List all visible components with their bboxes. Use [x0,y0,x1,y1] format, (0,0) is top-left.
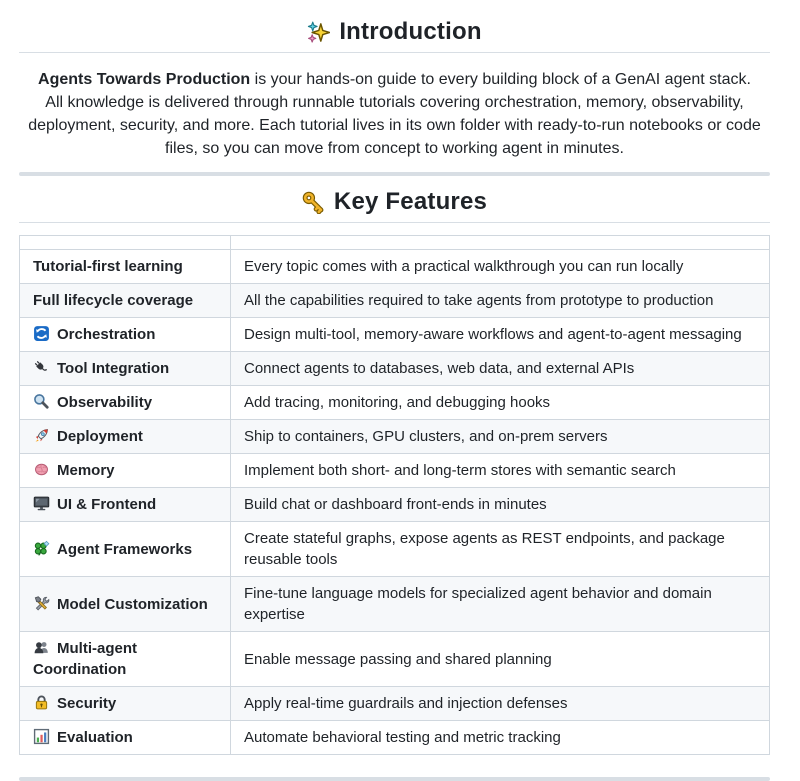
feature-label-cell [20,522,231,577]
feature-label: Tutorial-first learning [33,258,183,275]
table-row [20,386,770,420]
feature-label-cell [20,250,231,284]
table-row [20,454,770,488]
electric-plug-icon [33,359,50,376]
feature-label: Memory [57,462,115,479]
table-row [20,522,770,577]
clover-sparkle-icon [33,540,50,557]
feature-description: All the capabilities required to take agents from prototype to production [231,284,770,318]
rocket-icon [33,427,50,444]
feature-label: Model Customization [57,595,208,613]
feature-label-cell [20,318,231,352]
features-table-header [20,236,770,250]
feature-description: Design multi-tool, memory-aware workflows and agent-to-agent messaging [231,318,770,352]
table-row [20,352,770,386]
feature-label-cell [20,577,231,632]
table-row [20,284,770,318]
feature-label: Observability [57,394,153,411]
magnifying-glass-icon [33,393,50,410]
feature-label-cell [20,386,231,420]
introduction-heading [19,18,770,53]
counterclockwise-arrows-icon [33,325,50,342]
hammer-wrench-icon [33,595,50,612]
header-cell-empty [231,236,770,250]
feature-description: Automate behavioral testing and metric tracking [231,721,770,755]
table-row [20,420,770,454]
feature-label: Full lifecycle coverage [33,292,194,309]
intro-line1-text: is your hands-on guide to every building block of a GenAI agent stack. [250,71,751,88]
table-row [20,250,770,284]
feature-label: Agent Frameworks [57,540,193,558]
key-icon [302,191,325,214]
bar-chart-icon [33,728,50,745]
feature-label: Multi-agent Coordination [33,640,137,678]
feature-description: Apply real-time guardrails and injection defenses [231,687,770,721]
table-row [20,721,770,755]
introduction-title: Introduction [339,18,482,45]
introduction-paragraph [19,68,770,160]
sparkles-icon [307,21,330,44]
header-cell-empty [20,236,231,250]
table-row [20,687,770,721]
feature-description: Ship to containers, GPU clusters, and on-prem servers [231,420,770,454]
feature-description: Add tracing, monitoring, and debugging hooks [231,386,770,420]
table-row [20,632,770,687]
lock-icon [33,694,50,711]
feature-label-cell [20,420,231,454]
feature-label-cell [20,352,231,386]
table-row [20,488,770,522]
key-features-heading [19,188,770,223]
intro-bold-text: Agents Towards Production [38,71,251,88]
busts-in-silhouette-icon [33,639,50,656]
feature-description: Build chat or dashboard front-ends in minutes [231,488,770,522]
feature-label: Deployment [57,428,143,445]
feature-label: Security [57,695,117,712]
feature-description: Every topic comes with a practical walkthrough you can run locally [231,250,770,284]
feature-description: Connect agents to databases, web data, and external APIs [231,352,770,386]
feature-description: Enable message passing and shared planning [231,632,770,687]
feature-label-cell [20,488,231,522]
feature-description: Implement both short- and long-term stores with semantic search [231,454,770,488]
bottom-divider [19,777,770,781]
features-table [19,235,770,755]
feature-label-cell [20,454,231,488]
feature-label: Evaluation [57,729,133,746]
feature-label-cell [20,687,231,721]
table-row [20,577,770,632]
table-row [20,318,770,352]
feature-label: UI & Frontend [57,496,157,513]
feature-description: Fine-tune language models for specialized agent behavior and domain expertise [231,577,770,632]
feature-label: Orchestration [57,326,156,343]
feature-label-cell [20,632,231,687]
section-divider [19,172,770,176]
key-features-title: Key Features [333,188,488,215]
intro-line2-text: All knowledge is delivered through runnable tutorials covering orchestration, memory, observability, deployment, security, and more. Each tutorial lives in its own folder with ready-to-run notebooks or code files, so you can move from concept to working agent in minutes. [28,94,761,157]
feature-label-cell [20,721,231,755]
desktop-computer-icon [33,495,50,512]
feature-label: Tool Integration [57,360,170,377]
brain-icon [33,461,50,478]
feature-description: Create stateful graphs, expose agents as REST endpoints, and package reusable tools [231,522,770,577]
feature-label-cell [20,284,231,318]
